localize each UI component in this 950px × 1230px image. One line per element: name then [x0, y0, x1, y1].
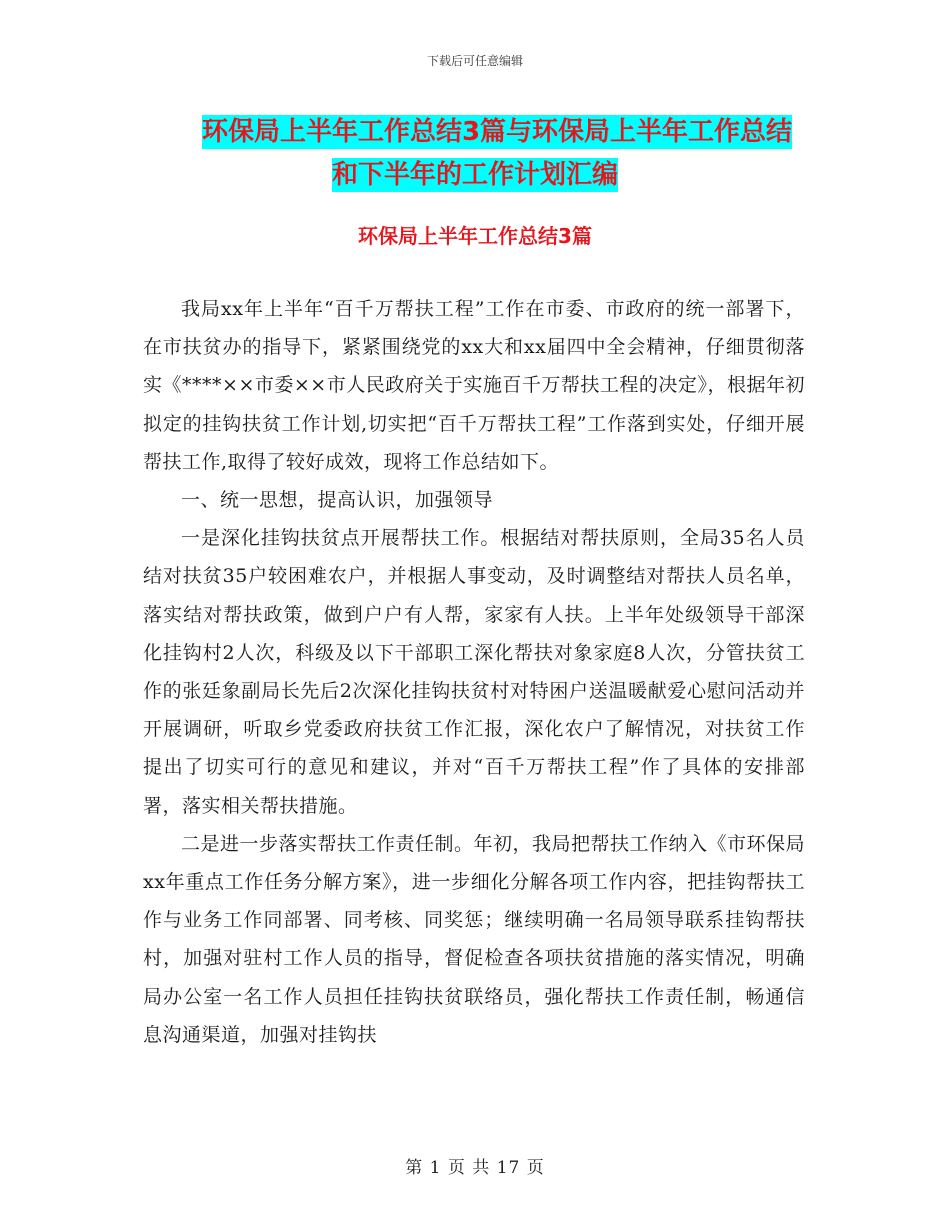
paragraph-subheading: 一、统一思想，提高认识，加强领导	[181, 489, 494, 512]
page-header-note: 下载后可任意编辑	[426, 54, 523, 68]
paragraph-second-point: 二是进一步落实帮扶工作责任制。年初，我局把帮扶工作纳入《市环保局xx年重点工作任务分解方案》，进一步细化分解各项工作内容，把挂钩帮扶工作与业务工作同部署、同考核、同奖惩；继续明确一名局领导联系挂钩帮扶村，加强对驻村工作人员的指导，督促检查各项扶贫措施的落实情况，明确局办公室一名工作人员担任挂钩扶贫联络员，强化帮扶工作责任制，畅通信息沟通渠道，加强对挂钩扶	[143, 832, 806, 1046]
paragraph-first-point: 一是深化挂钩扶贫点开展帮扶工作。根据结对帮扶原则，全局35名人员结对扶贫35户较困难农户，并根据人事变动，及时调整结对帮扶人员名单，落实结对帮扶政策，做到户户有人帮，家家有人扶。上半年处级领导干部深化挂钩村2人次，科级及以下干部职工深化帮扶对象家庭8人次，分管扶贫工作的张廷象副局长先后2次深化挂钩扶贫村对特困户送温暖献爱心慰问活动并开展调研，听取乡党委政府扶贫工作汇报，深化农户了解情况，对扶贫工作提出了切实可行的意见和建议，并对“百千万帮扶工程”作了具体的安排部署，落实相关帮扶措施。	[143, 527, 805, 817]
title-highlight-1: 环保局上半年工作总结3篇与环保局上半年工作总结	[201, 117, 793, 147]
title-highlight-2: 和下半年的工作计划汇编	[331, 160, 618, 190]
body-text	[143, 290, 805, 1054]
section-heading: 环保局上半年工作总结3篇	[358, 224, 592, 248]
document-title-line-2	[0, 152, 950, 198]
document-title-line-1	[22, 109, 950, 155]
page-footer-number: 第 1 页 共 17 页	[405, 1158, 545, 1178]
paragraph-intro: 我局xx年上半年“百千万帮扶工程”工作在市委、市政府的统一部署下，在市扶贫办的指导下，紧紧围绕党的xx大和xx届四中全会精神，仔细贯彻落实《****××市委××市人民政府关于实施百千万帮扶工程的决定》，根据年初拟定的挂钩扶贫工作计划,切实把“百千万帮扶工程”工作落到实处，仔细开展帮扶工作,取得了较好成效，现将工作总结如下。	[143, 298, 805, 473]
